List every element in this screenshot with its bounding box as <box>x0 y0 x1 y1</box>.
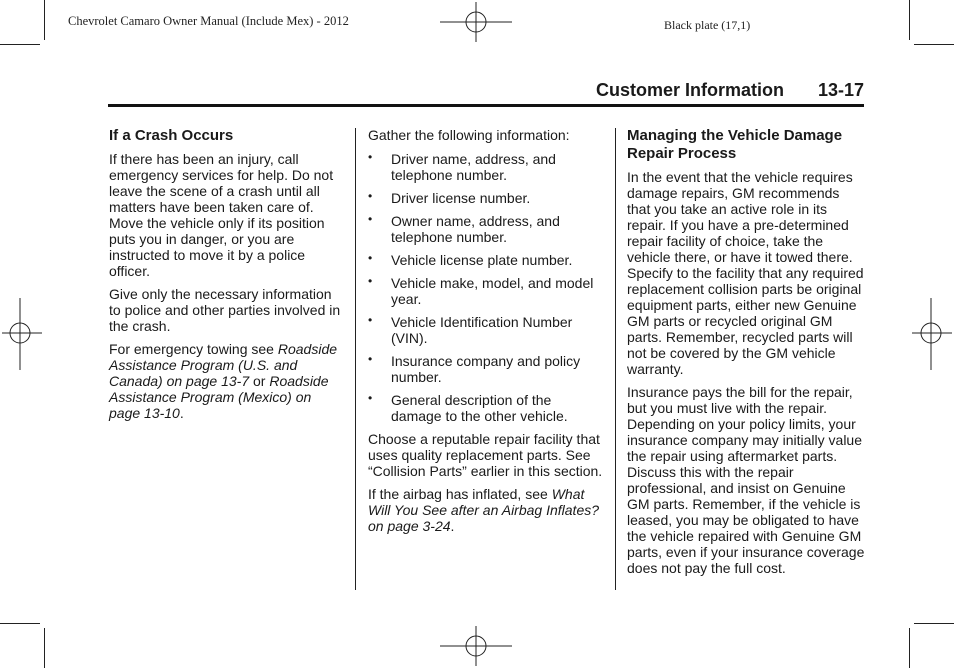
list-item: • Driver name, address, and telephone number. <box>368 150 556 183</box>
crop-mark <box>909 0 910 40</box>
bullet-icon: • <box>368 251 373 265</box>
column-divider <box>615 128 616 590</box>
page-number: 13-17 <box>817 80 864 100</box>
cross-reference-link[interactable]: Roadside Assistance Program (Mexico) on page 13-10 <box>109 373 329 421</box>
text: For emergency towing see <box>109 341 274 357</box>
column-1 <box>109 127 345 428</box>
paragraph: Insurance pays the bill for the repair, but you must live with the repair. Depending on your policy limits, your insurance company may initially value the repair using aftermarket parts. Discuss this with the repair professional, and insist on Genuine GM parts. Remember, if the vehicle is leased, you may be obligated to have the vehicle repaired with Genuine GM parts, even if your insurance coverage does not pay the full cost. <box>627 384 865 576</box>
text: . <box>179 405 184 421</box>
cross-reference-link[interactable]: What Will You See after an Airbag Inflates? on page 3-24 <box>368 486 600 534</box>
list-item: • Vehicle Identification Number (VIN). <box>368 313 573 346</box>
list-item: • Vehicle license plate number. <box>368 251 573 268</box>
registration-mark-icon <box>910 296 954 372</box>
registration-mark-icon <box>436 624 516 668</box>
list-item: • General description of the damage to the other vehicle. <box>368 391 568 424</box>
column-2 <box>368 127 604 541</box>
list-item: • Insurance company and policy number. <box>368 352 581 385</box>
heading-managing-repair-process: Managing the Vehicle Damage Repair Process <box>627 127 843 162</box>
bullet-icon: • <box>368 352 373 366</box>
plate-label: Black plate (17,1) <box>664 18 751 32</box>
bullet-icon: • <box>368 391 373 405</box>
registration-mark-icon <box>436 0 516 44</box>
cross-reference-link[interactable]: Roadside Assistance Program (U.S. and Canada) on page 13-7 <box>109 341 338 389</box>
crop-mark <box>44 628 45 668</box>
bullet-icon: • <box>368 313 373 327</box>
manual-title: Chevrolet Camaro Owner Manual (Include Mex) - 2012 <box>68 14 349 28</box>
bullet-icon: • <box>368 274 373 288</box>
paragraph <box>109 341 345 421</box>
text: If the airbag has inflated, see <box>368 486 548 502</box>
bullet-icon: • <box>368 150 373 164</box>
heading-if-a-crash-occurs: If a Crash Occurs <box>109 127 234 144</box>
crop-mark <box>914 44 954 45</box>
paragraph <box>368 486 604 534</box>
section-title: Customer Information <box>595 80 784 100</box>
crop-mark <box>0 623 40 624</box>
registration-mark-icon <box>0 296 44 372</box>
crop-mark <box>44 0 45 40</box>
bullet-icon: • <box>368 189 373 203</box>
crop-mark <box>0 44 40 45</box>
paragraph: In the event that the vehicle requires damage repairs, GM recommends that you take an active role in its repair. If you have a pre-determined repair facility of choice, take the vehicle there, or have it towed there. Specify to the facility that any required replacement collision parts be original equipment parts, either new Genuine GM parts or recycled original GM parts. Remember, recycled parts will not be covered by the GM vehicle warranty. <box>627 169 864 377</box>
crop-mark <box>914 623 954 624</box>
paragraph: Give only the necessary information to police and other parties involved in the crash. <box>109 286 341 334</box>
bullet-icon: • <box>368 212 373 226</box>
crop-mark <box>909 628 910 668</box>
section-header <box>108 80 864 107</box>
text: . <box>450 518 455 534</box>
information-list <box>368 151 604 424</box>
column-3 <box>627 127 865 583</box>
column-divider <box>355 128 356 590</box>
list-item: • Driver license number. <box>368 189 531 206</box>
list-item: • Owner name, address, and telephone number. <box>368 212 560 245</box>
text: or <box>253 373 266 389</box>
list-item: • Vehicle make, model, and model year. <box>368 274 594 307</box>
paragraph: Gather the following information: <box>368 127 570 143</box>
paragraph: If there has been an injury, call emergency services for help. Do not leave the scene of a crash until all matters have been taken care of. Move the vehicle only if its position puts you in danger, or you are instructed to move it by a police officer. <box>109 151 334 279</box>
paragraph: Choose a reputable repair facility that uses quality replacement parts. See “Collision Parts” earlier in this section. <box>368 431 603 479</box>
